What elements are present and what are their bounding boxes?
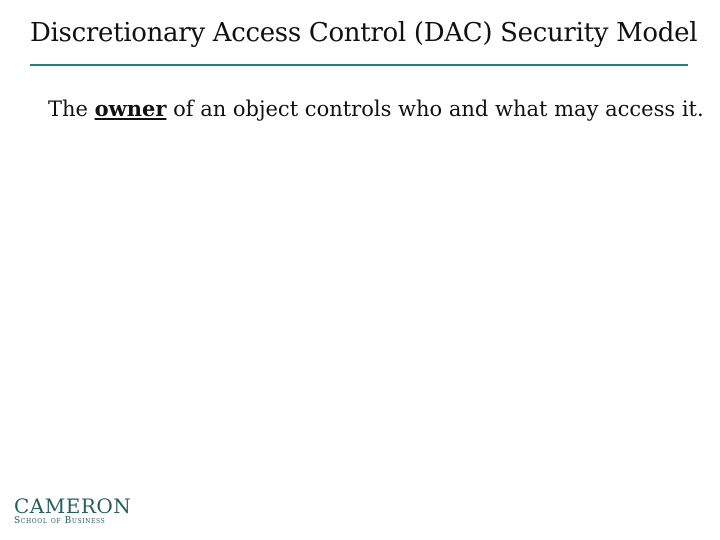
body-keyword: owner bbox=[94, 96, 167, 121]
body-suffix: of an object controls who and what may access it. bbox=[166, 97, 704, 121]
body-prefix: The bbox=[48, 97, 95, 121]
body-paragraph bbox=[48, 95, 715, 123]
slide-title: Discretionary Access Control (DAC) Security Model bbox=[30, 18, 698, 48]
cameron-logo bbox=[14, 496, 131, 528]
title-divider bbox=[30, 64, 688, 66]
logo-sub-text: School of Business bbox=[14, 516, 106, 526]
logo-main-text: CAMERON bbox=[14, 494, 132, 518]
